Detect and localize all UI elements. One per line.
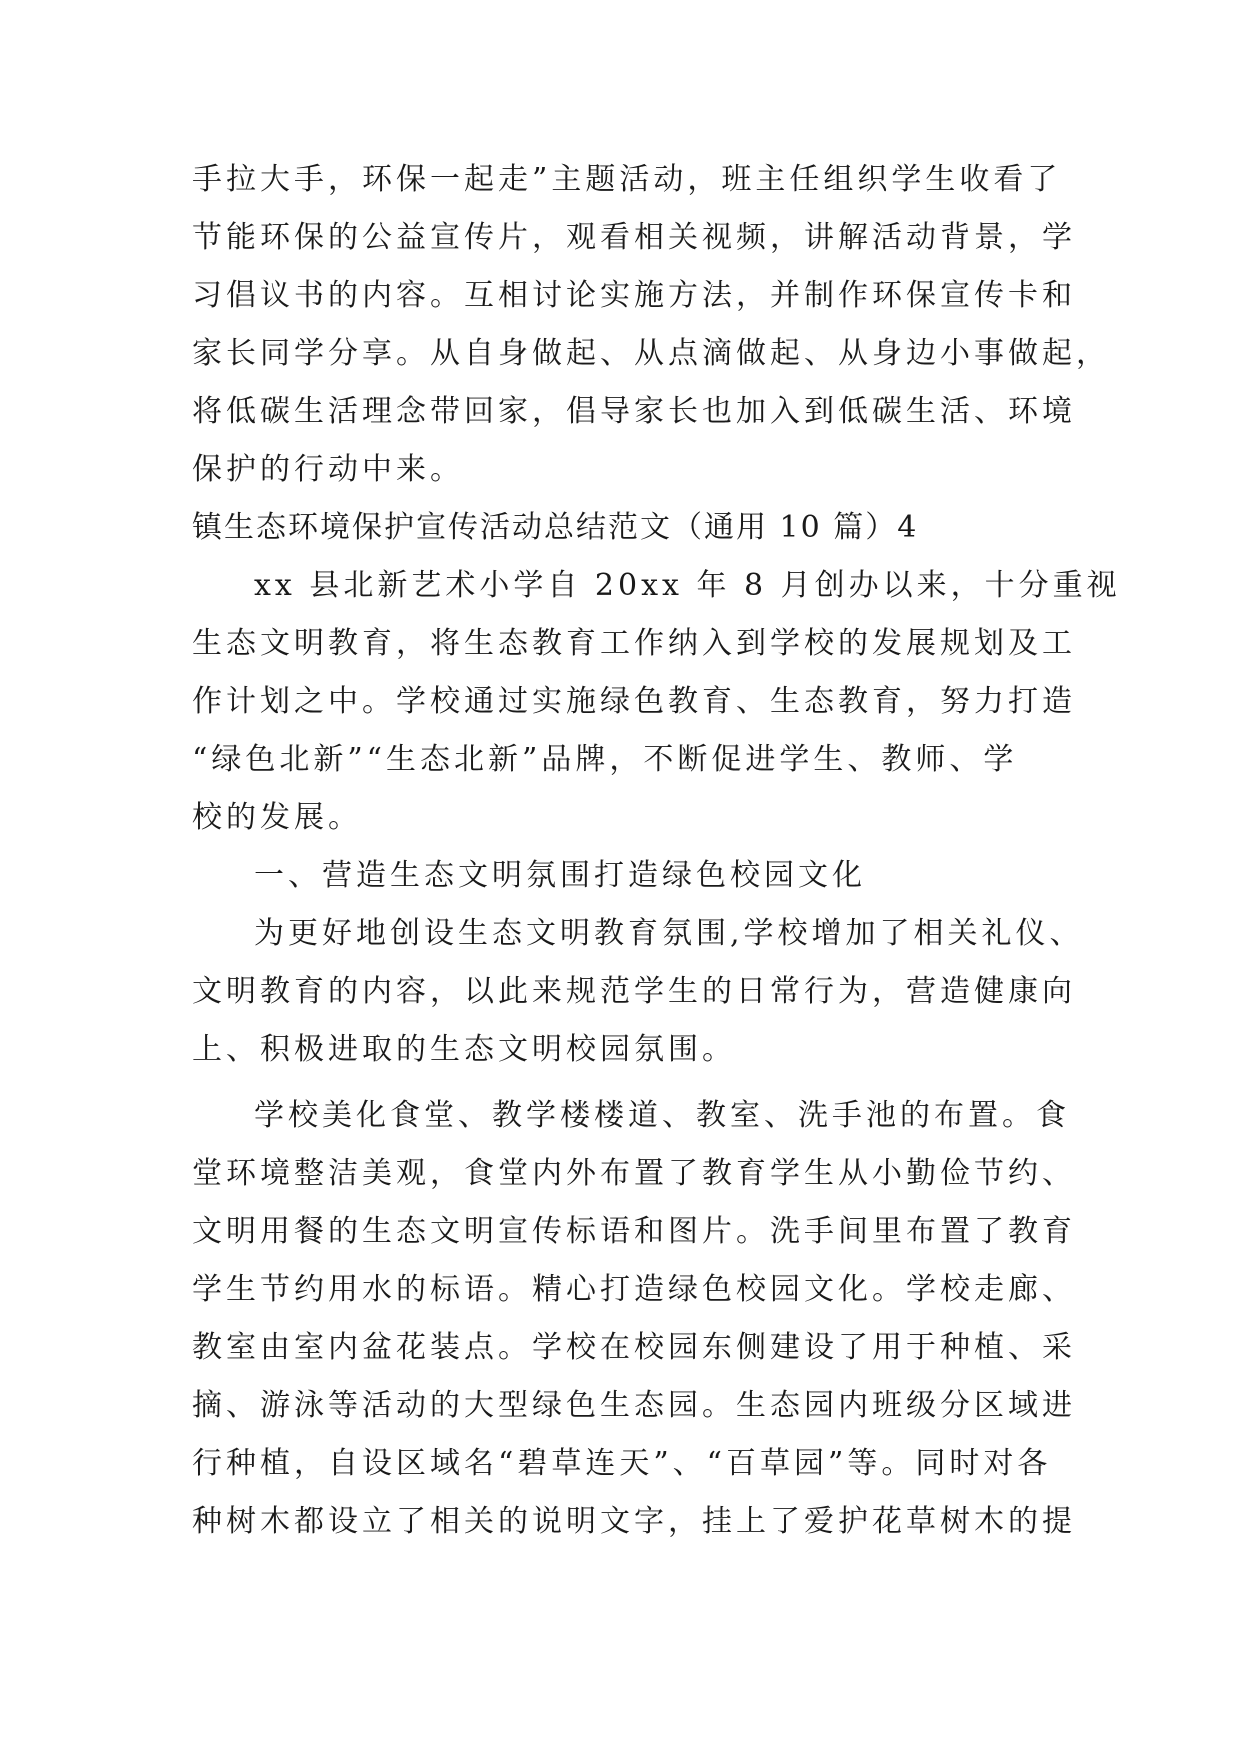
text-line: 种树木都设立了相关的说明文字，挂上了爱护花草树木的提 — [192, 1504, 1076, 1539]
text-line: 保护的行动中来。 — [192, 452, 464, 487]
text-line: 摘、游泳等活动的大型绿色生态园。生态园内班级分区域进 — [192, 1388, 1076, 1423]
text-line: “绿色北新”“生态北新”品牌，不断促进学生、教师、学 — [192, 742, 1018, 777]
subheading: 一、营造生态文明氛围打造绿色校园文化 — [254, 858, 866, 893]
text-line: 作计划之中。学校通过实施绿色教育、生态教育，努力打造 — [192, 684, 1076, 719]
text-line: 生态文明教育，将生态教育工作纳入到学校的发展规划及工 — [192, 626, 1076, 661]
text-line: 文明用餐的生态文明宣传标语和图片。洗手间里布置了教育 — [192, 1214, 1076, 1249]
text-line: 教室由室内盆花装点。学校在校园东侧建设了用于种植、采 — [192, 1330, 1076, 1365]
text-line: 家长同学分享。从自身做起、从点滴做起、从身边小事做起， — [192, 336, 1110, 371]
text-line: 习倡议书的内容。互相讨论实施方法，并制作环保宣传卡和 — [192, 278, 1076, 313]
text-line: 行种植，自设区域名“碧草连天”、“百草园”等。同时对各 — [192, 1446, 1052, 1481]
text-line: 将低碳生活理念带回家，倡导家长也加入到低碳生活、环境 — [192, 394, 1076, 429]
text-line: 节能环保的公益宣传片，观看相关视频，讲解活动背景，学 — [192, 220, 1076, 255]
text-line: 堂环境整洁美观，食堂内外布置了教育学生从小勤俭节约、 — [192, 1156, 1076, 1191]
paragraph-first-line: 为更好地创设生态文明教育氛围,学校增加了相关礼仪、 — [254, 916, 1084, 951]
text-line: 学生节约用水的标语。精心打造绿色校园文化。学校走廊、 — [192, 1272, 1076, 1307]
text-line: 手拉大手，环保一起走”主题活动，班主任组织学生收看了 — [192, 162, 1062, 197]
text-line: 文明教育的内容，以此来规范学生的日常行为，营造健康向 — [192, 974, 1076, 1009]
paragraph-first-line: xx 县北新艺术小学自 20xx 年 8 月创办以来，十分重视 — [254, 568, 1121, 603]
section-heading: 镇生态环境保护宣传活动总结范文（通用 10 篇）4 — [192, 510, 919, 545]
text-line: 上、积极进取的生态文明校园氛围。 — [192, 1032, 736, 1067]
paragraph-first-line: 学校美化食堂、教学楼楼道、教室、洗手池的布置。食 — [254, 1098, 1070, 1133]
text-line: 校的发展。 — [192, 800, 362, 835]
